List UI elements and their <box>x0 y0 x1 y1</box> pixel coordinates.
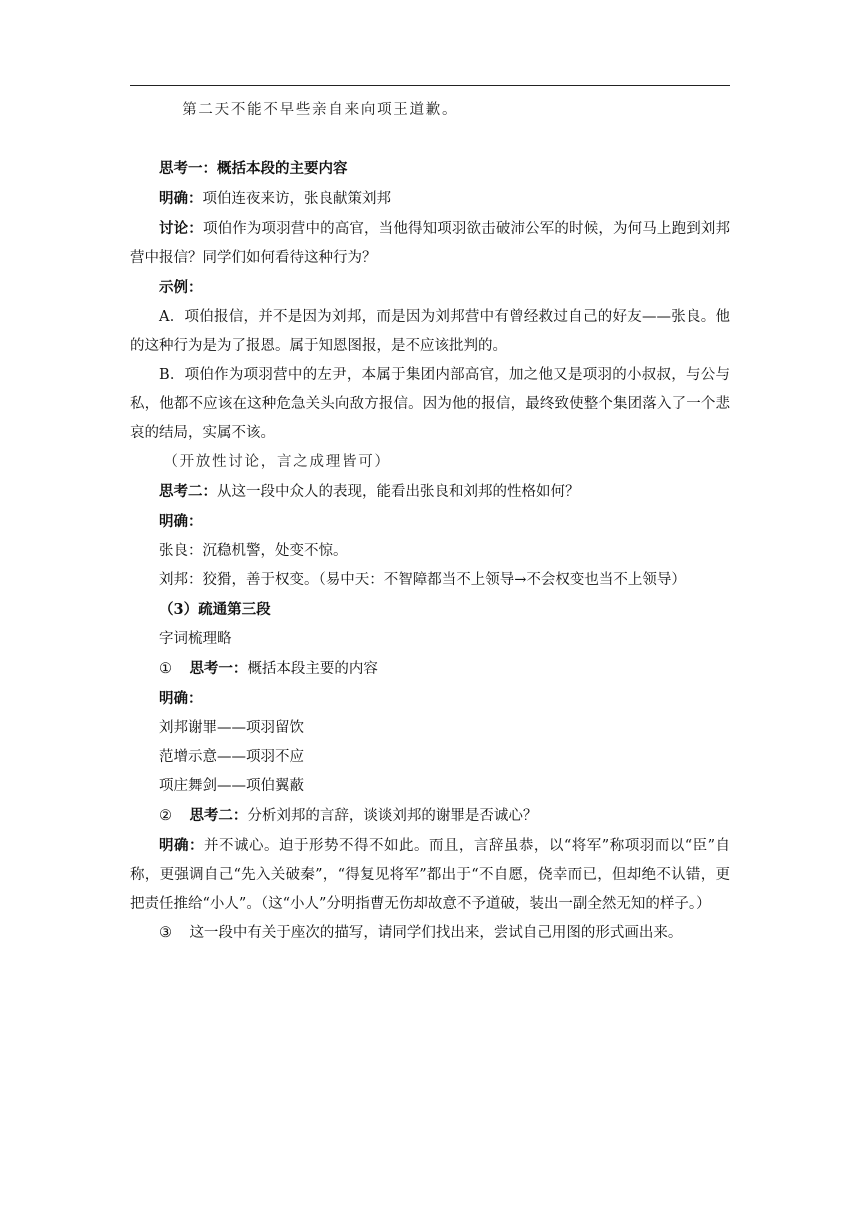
intro-line: 第二天不能不早些亲自来向项王道歉。 <box>182 102 459 118</box>
clarify-paragraph-text: 并不诚心。迫于形势不得不如此。而且，言辞虽恭，以“将军”称项羽而以“臣”自称，更强调自己“先入关破秦”，“得复见将军”都出于“不自愿，侥幸而已，但却绝不认错，更把责任推给“小人”。（这“小人”分明指曹无伤却故意不予道破，装出一副全然无知的样子。） <box>130 838 731 912</box>
liubang-line: 刘邦：狡猾，善于权变。（易中天：不智障都当不上领导→不会权变也当不上领导） <box>159 572 686 588</box>
clarify-heading-2-label: 明确： <box>159 690 203 707</box>
think-two-label: 思考二： <box>159 483 217 500</box>
item-2 <box>130 801 730 831</box>
summary-line-3: 项庄舞剑——项伯翼蔽 <box>159 778 304 794</box>
discussion-text: 项伯作为项羽营中的高官，当他得知项羽欲击破沛公军的时候，为何马上跑到刘邦营中报信？同学们如何看待这种行为？ <box>130 221 730 266</box>
clarify-heading <box>130 507 730 537</box>
example-heading <box>130 273 730 303</box>
clarify-paragraph <box>130 831 730 919</box>
think-one-heading <box>130 154 730 184</box>
spacer <box>130 125 730 154</box>
clarify-text: 项伯连夜来访，张良献策刘邦 <box>202 191 391 207</box>
section-three-text: （3）疏通第三段 <box>159 601 271 618</box>
item-1-label: 思考一： <box>189 660 248 677</box>
summary-line-1: 刘邦谢罪——项羽留饮 <box>159 720 304 736</box>
example-label: 示例： <box>159 279 203 296</box>
document-body <box>130 96 730 948</box>
item-1 <box>130 654 730 684</box>
item-1-number: ① <box>159 661 172 677</box>
item-2-label: 思考二： <box>189 807 248 824</box>
item-2-number: ② <box>159 808 172 824</box>
item-3-text: 这一段中有关于座次的描写，请同学们找出来，尝试自己用图的形式画出来。 <box>189 925 683 941</box>
example-b: B．项伯作为项羽营中的左尹，本属于集团内部高官，加之他又是项羽的小叔叔，与公与私，他都不应该在这种危急关头向敌方报信。因为他的报信，最终致使整个集团落入了一个悲哀的结局，实属不该。 <box>130 367 730 441</box>
example-a: A．项伯报信，并不是因为刘邦，而是因为刘邦营中有曾经救过自己的好友——张良。他的这种行为是为了报恩。属于知恩图报，是不应该批判的。 <box>130 309 730 354</box>
zhangliang-line: 张良：沉稳机警，处变不惊。 <box>159 543 348 559</box>
clarify-heading-label: 明确： <box>159 513 203 530</box>
section-three-heading <box>130 595 730 625</box>
item-3-number: ③ <box>159 925 172 941</box>
header-rule <box>130 85 730 86</box>
item-3 <box>130 919 730 948</box>
think-two-line <box>130 477 730 507</box>
think-two-text: 从这一段中众人的表现，能看出张良和刘邦的性格如何？ <box>217 484 580 500</box>
item-1-text: 概括本段主要的内容 <box>247 661 378 677</box>
clarify-paragraph-label: 明确： <box>159 837 204 854</box>
discussion-label: 讨论： <box>159 220 203 237</box>
clarify-line <box>130 184 730 214</box>
clarify-label: 明确： <box>159 190 203 207</box>
open-discussion-note: （开放性讨论，言之成理皆可） <box>163 454 391 470</box>
clarify-heading-2 <box>130 684 730 714</box>
item-2-text: 分析刘邦的言辞，谈谈刘邦的谢罪是否诚心？ <box>247 808 538 824</box>
discussion-paragraph <box>130 214 730 273</box>
heading-text: 思考一：概括本段的主要内容 <box>159 160 348 177</box>
vocab-note: 字词梳理略 <box>159 631 232 647</box>
summary-line-2: 范增示意——项羽不应 <box>159 749 304 765</box>
